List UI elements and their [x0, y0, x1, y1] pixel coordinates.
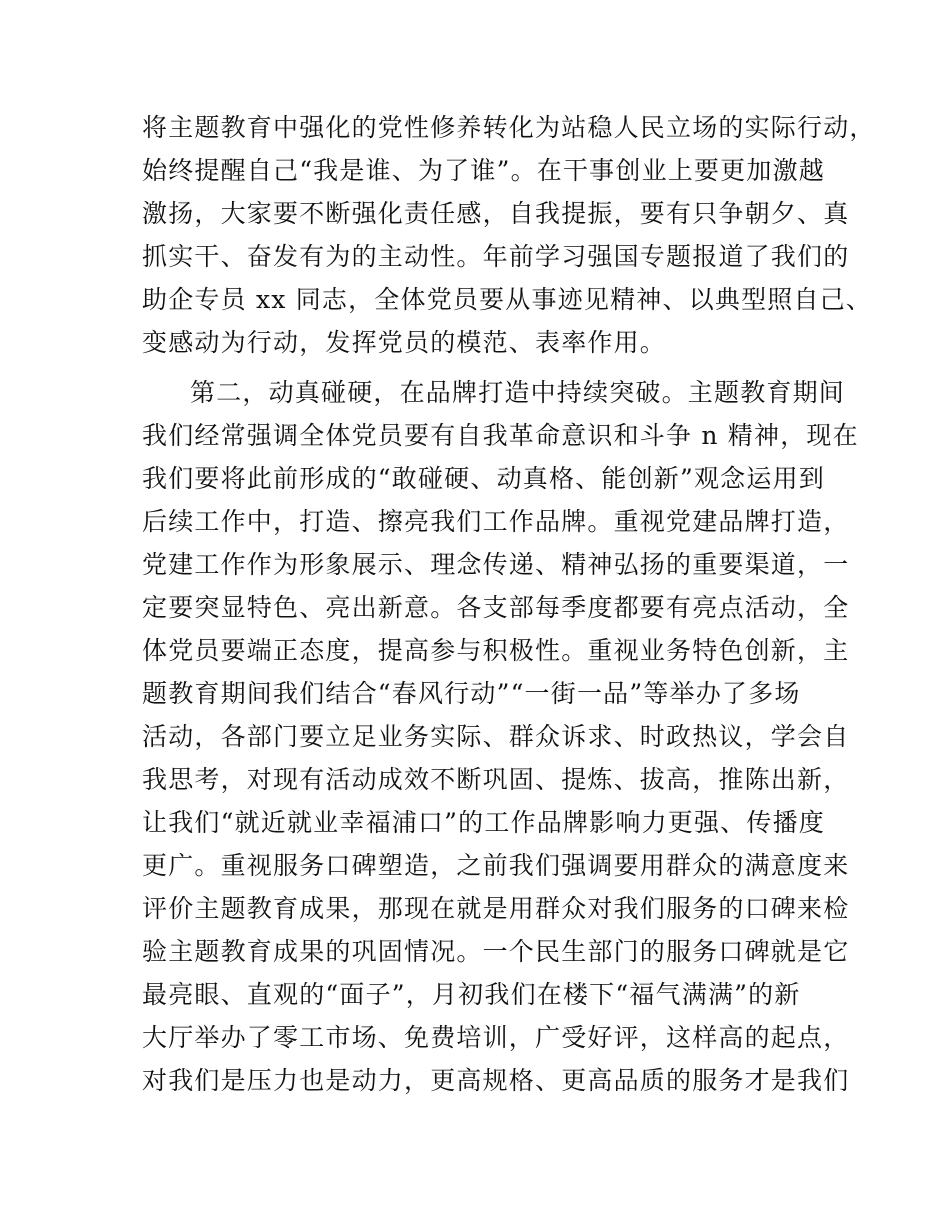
paragraph-line: 大厅举办了零工市场、免费培训，广受好评，这样高的起点， [142, 1023, 850, 1052]
paragraph-line: 抓实干、奋发有为的主动性。年前学习强国专题报道了我们的 [142, 242, 850, 271]
paragraph-first-line: 第二，动真碰硬，在品牌打造中持续突破。主题教育期间 [190, 378, 846, 407]
paragraph-line: 更广。重视服务口碑塑造，之前我们强调要用群众的满意度来 [142, 851, 850, 880]
paragraph-line: 将主题教育中强化的党性修养转化为站稳人民立场的实际行动， [142, 113, 876, 142]
paragraph-line: 最亮眼、直观的“面子”，月初我们在楼下“福气满满”的新 [142, 980, 801, 1009]
paragraph-line: 对我们是压力也是动力，更高规格、更高品质的服务才是我们 [142, 1066, 850, 1095]
paragraph-2 [142, 371, 859, 1102]
paragraph-line: 让我们“就近就业幸福浦口”的工作品牌影响力更强、传播度 [142, 808, 825, 837]
paragraph-line: 我们要将此前形成的“敢碰硬、动真格、能创新”观念运用到 [142, 464, 825, 493]
paragraph-line: 评价主题教育成果，那现在就是用群众对我们服务的口碑来检 [142, 894, 850, 923]
paragraph-line: 活动，各部门要立足业务实际、群众诉求、时政热议，学会自 [142, 722, 850, 751]
paragraph-line: 我们经常强调全体党员要有自我革命意识和斗争 n 精神，现在 [142, 421, 859, 450]
paragraph-line: 我思考，对现有活动成效不断巩固、提炼、拔高，推陈出新， [142, 765, 850, 794]
paragraph-line: 始终提醒自己“我是谁、为了谁”。在干事创业上要更加激越 [142, 156, 825, 185]
paragraph-line: 题教育期间我们结合“春风行动”“一街一品”等举办了多场 [142, 679, 801, 708]
paragraph-line: 激扬，大家要不断强化责任感，自我提振，要有只争朝夕、真 [142, 199, 850, 228]
paragraph-line: 体党员要端正态度，提高参与积极性。重视业务特色创新，主 [142, 636, 850, 665]
paragraph-line: 验主题教育成果的巩固情况。一个民生部门的服务口碑就是它 [142, 937, 850, 966]
paragraph-1 [142, 106, 876, 364]
paragraph-line: 党建工作作为形象展示、理念传递、精神弘扬的重要渠道，一 [142, 550, 850, 579]
paragraph-line: 后续工作中，打造、擦亮我们工作品牌。重视党建品牌打造， [142, 507, 850, 536]
paragraph-line: 助企专员 xx 同志，全体党员要从事迹见精神、以典型照自己、 [142, 285, 873, 314]
paragraph-line: 变感动为行动，发挥党员的模范、表率作用。 [142, 328, 667, 357]
paragraph-line: 定要突显特色、亮出新意。各支部每季度都要有亮点活动，全 [142, 593, 850, 622]
